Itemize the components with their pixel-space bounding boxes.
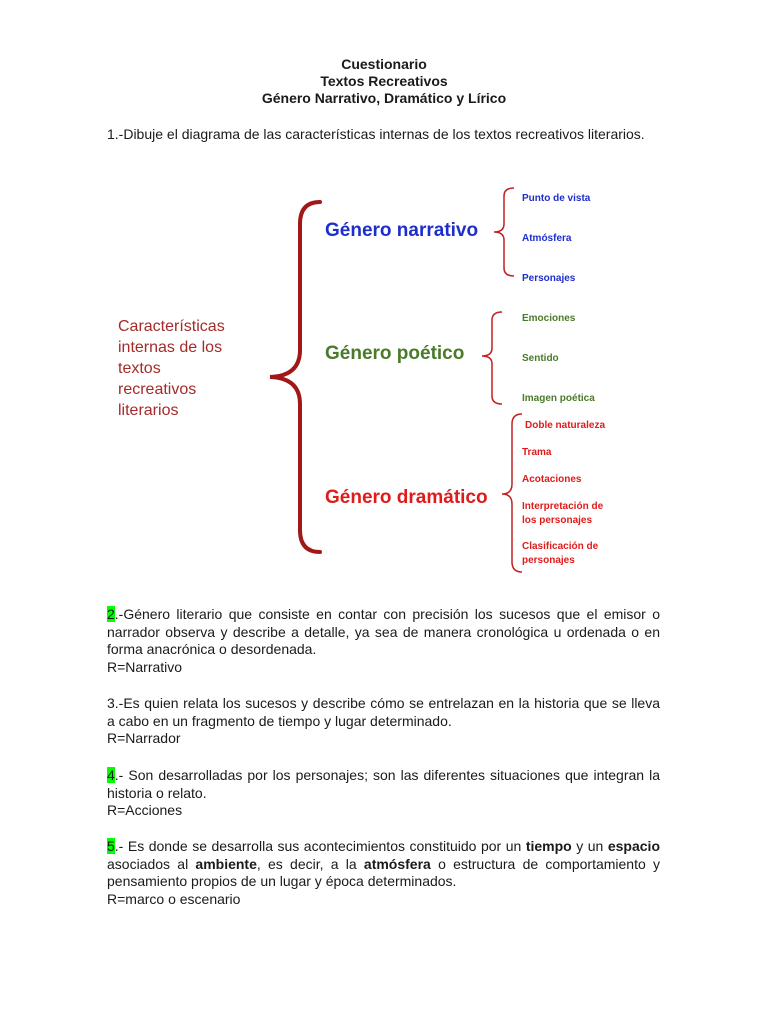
narrativo-item-2: Atmósfera [522,233,572,244]
dramatico-item-2: Trama [522,447,552,458]
question-2 [107,606,660,676]
question-4 [107,767,660,820]
question-5-bold-tiempo: tiempo [525,838,572,854]
question-5-number: 5 [107,838,115,854]
narrativo-item-1: Punto de vista [522,193,591,204]
diagram-root-line-2: internas de los [118,339,223,356]
genre-dramatico-title: Género dramático [325,487,488,508]
poetico-brace [482,312,502,404]
question-2-answer: R=Narrativo [107,658,183,675]
question-3-answer: R=Narrador [107,730,181,746]
question-5-text-5: o estructura de comportamiento y pensamiento propios de un lugar y época determinados. [107,855,660,889]
question-5-answer: R=marco o escenario [107,890,241,907]
main-brace [270,202,320,552]
diagram-root-line-1: Características [118,318,225,335]
question-5-text-4: , es decir, a la [256,855,364,872]
poetico-item-2: Sentido [522,353,559,364]
question-5 [107,838,660,908]
header-topic: Género Narrativo, Dramático y Lírico [261,90,507,106]
dramatico-item-5a: Clasificación de [522,541,599,552]
question-4-answer: R=Acciones [107,802,183,818]
dramatico-item-4b: los personajes [522,515,593,526]
document-header [0,56,768,107]
question-4-number: 4 [107,767,115,783]
question-5-text-3: asociados al [107,855,196,872]
question-1-text: 1.-Dibuje el diagrama de las características internas de los textos recreativos literarios. [107,126,645,142]
question-5-bold-atmosfera: atmósfera [363,855,431,872]
narrativo-item-3: Personajes [522,273,576,284]
genre-narrativo-title: Género narrativo [325,220,479,241]
question-5-bold-ambiente: ambiente [195,855,257,872]
narrativo-brace [494,188,514,276]
header-subtitle: Textos Recreativos [320,73,448,89]
header-title: Cuestionario [341,56,427,72]
question-2-number: 2 [107,606,115,622]
dramatico-item-3: Acotaciones [522,474,582,485]
question-2-text: .-Género literario que consiste en contar con precisión los sucesos que el emisor o narrador observa y describe a detalle, ya sea de manera cronológica u ordenada o en forma anacrónica o desordenada. [107,606,660,657]
question-3-text: 3.-Es quien relata los sucesos y describe cómo se entrelazan en la historia que se lleva a cabo en un fragmento de tiempo y lugar determinado. [107,695,660,729]
dramatico-item-1: Doble naturaleza [525,420,606,431]
diagram-root-line-4: recreativos [118,381,197,398]
poetico-item-1: Emociones [522,313,576,324]
diagram-root-line-5: literarios [118,402,179,419]
question-5-text-2: y un [571,838,608,854]
question-1 [107,126,660,144]
question-4-text: .- Son desarrolladas por los personajes; son las diferentes situaciones que integran la historia o relato. [107,767,660,801]
question-5-text-1: .- Es donde se desarrolla sus acontecimientos constituido por un [114,838,526,854]
diagram-root-line-3: textos [118,360,161,377]
dramatico-item-5b: personajes [522,555,575,566]
dramatico-brace [502,414,522,572]
poetico-item-3: Imagen poética [522,393,595,404]
question-5-bold-espacio: espacio [607,838,660,854]
genre-poetico-title: Género poético [325,343,465,364]
characteristics-diagram [104,178,624,580]
question-3 [107,695,660,748]
dramatico-item-4a: Interpretación de [522,501,604,512]
